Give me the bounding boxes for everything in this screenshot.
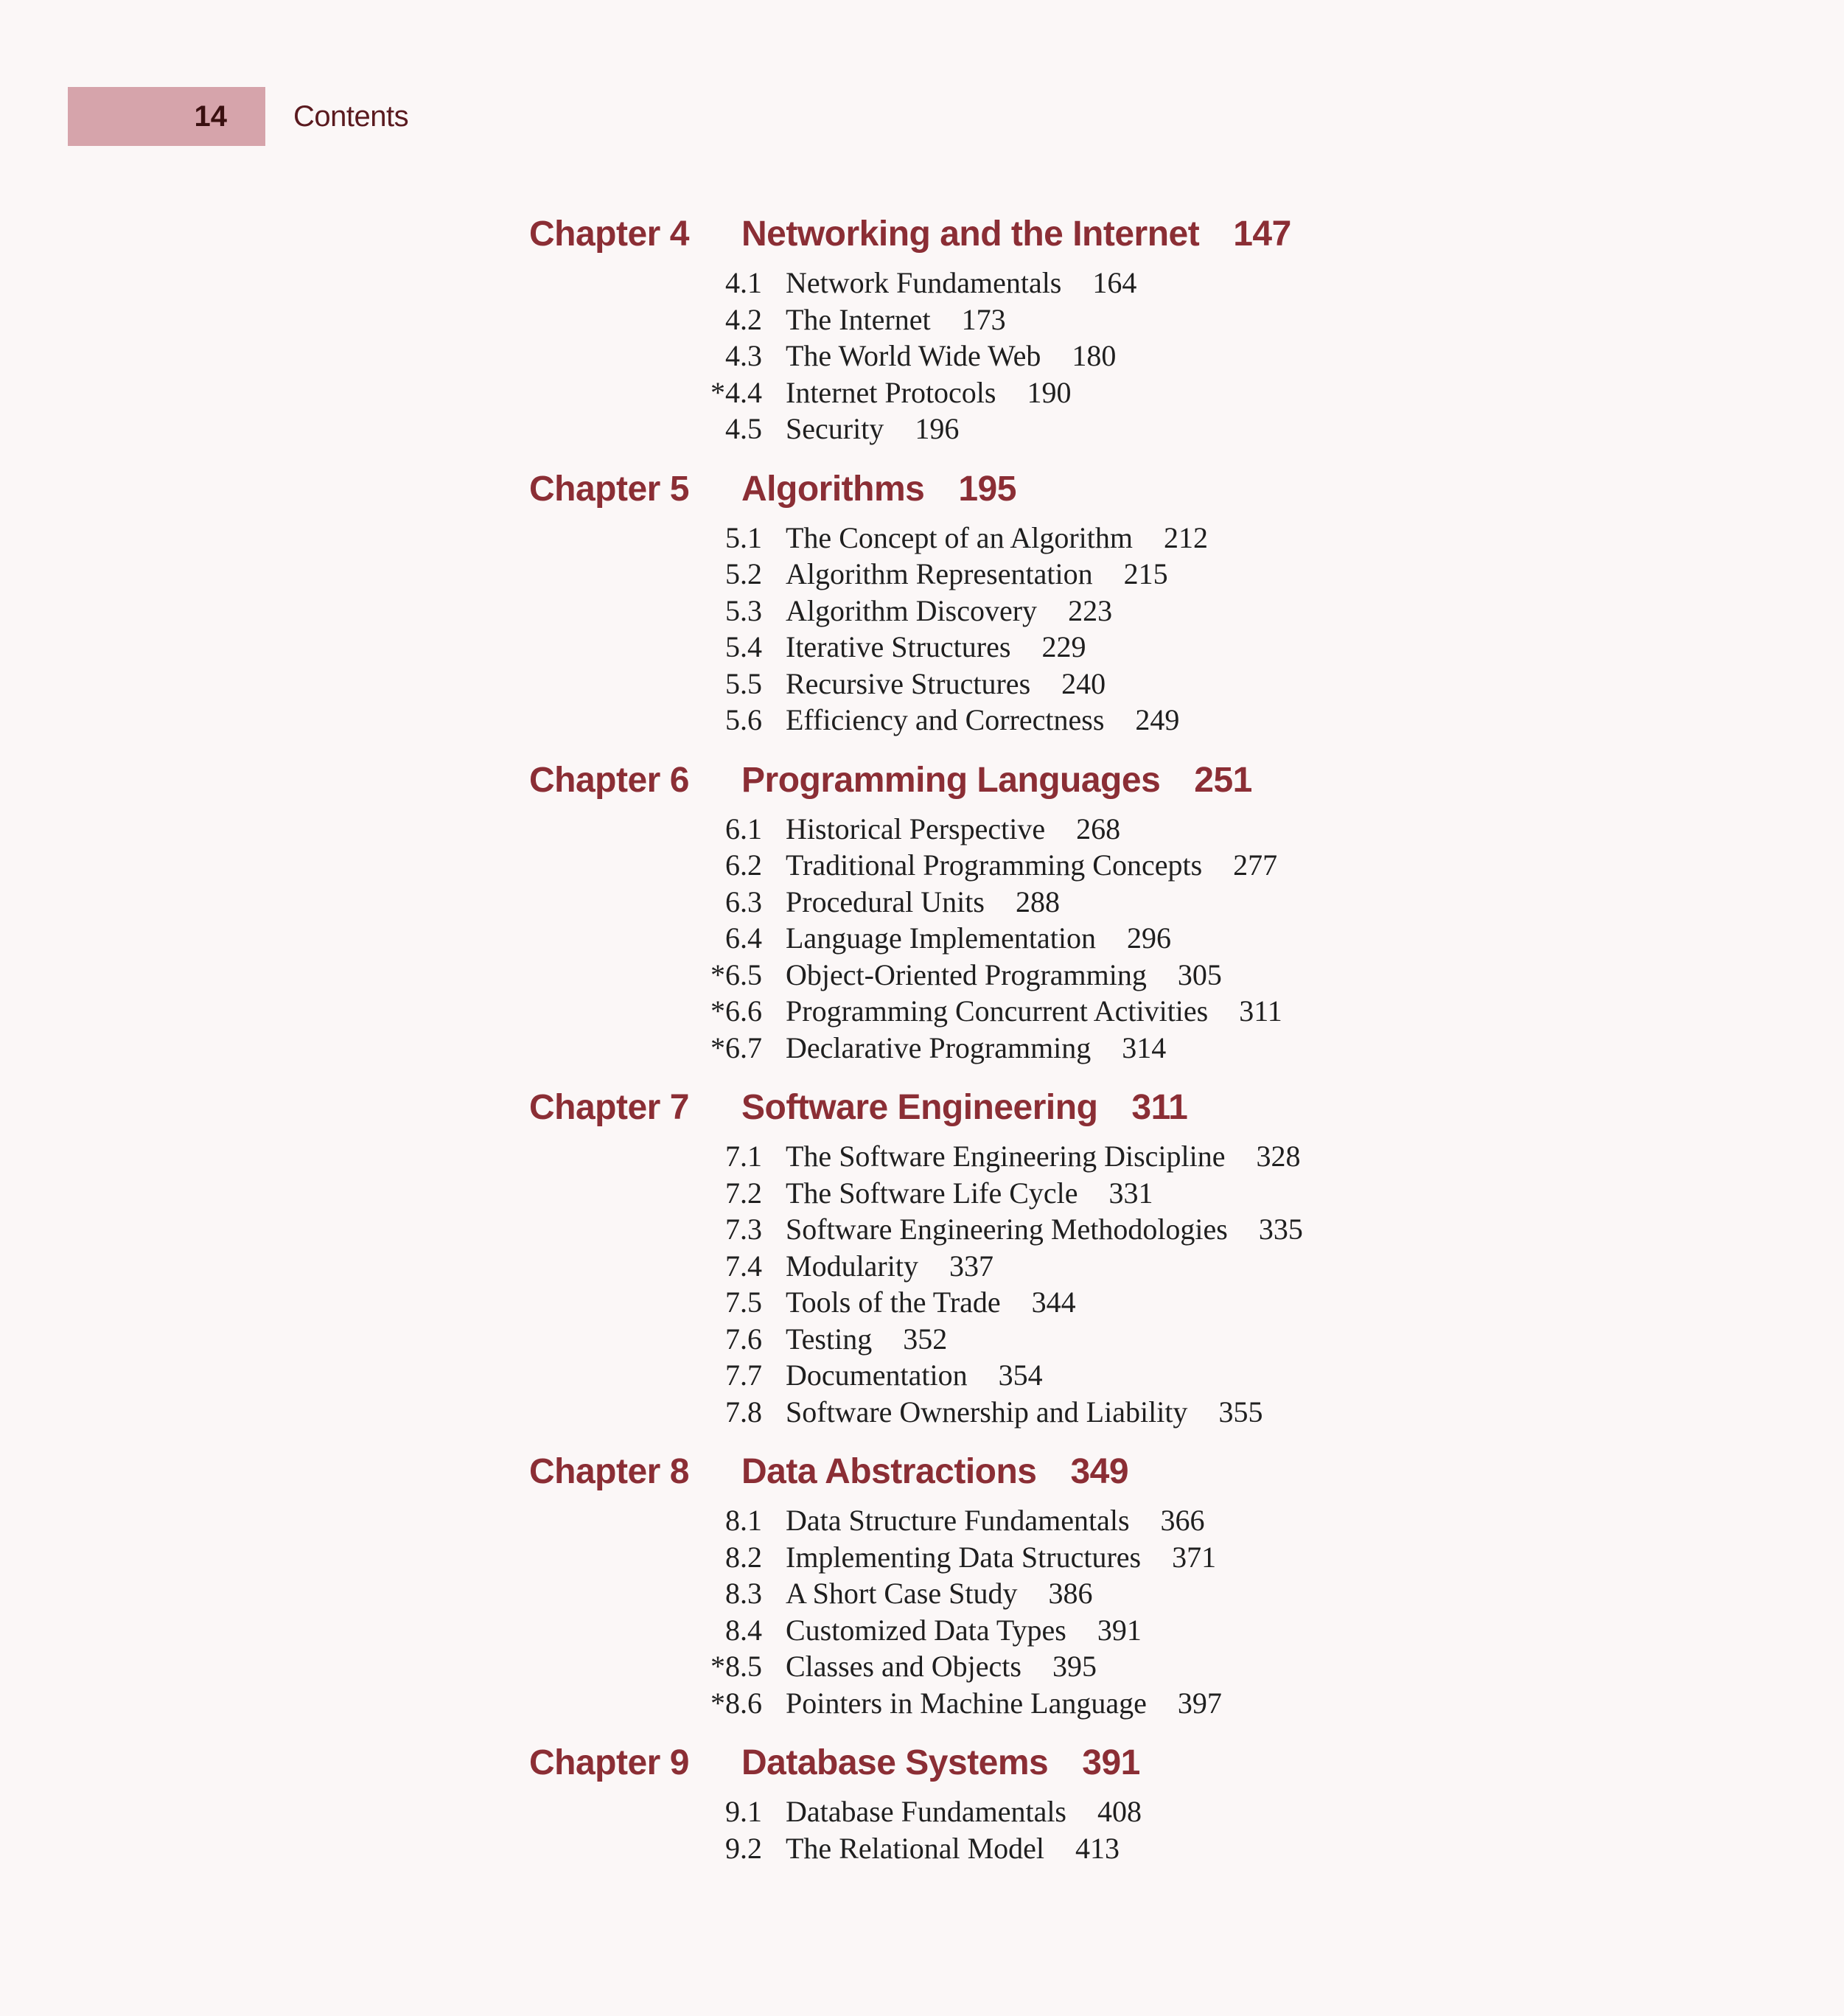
section-title: Declarative Programming xyxy=(786,1030,1092,1064)
section-title: Implementing Data Structures xyxy=(786,1540,1142,1574)
chapter-title: Data Abstractions xyxy=(741,1452,1037,1491)
section-number: 7.7 xyxy=(725,1358,762,1392)
section-entry xyxy=(529,921,1782,958)
section-number: 6.2 xyxy=(725,848,762,882)
section-entry xyxy=(529,629,1782,666)
chapter-label: Chapter 7 xyxy=(529,1088,689,1127)
chapter-title: Networking and the Internet xyxy=(741,214,1200,254)
section-page-number: 408 xyxy=(1097,1795,1142,1828)
chapter-entry xyxy=(529,214,1782,448)
section-page-number: 249 xyxy=(1135,703,1180,736)
section-title: The World Wide Web xyxy=(786,339,1041,372)
section-page-number: 190 xyxy=(1027,375,1072,409)
section-title: Data Structure Fundamentals xyxy=(786,1504,1130,1537)
section-list xyxy=(529,812,1782,1067)
chapter-title: Software Engineering xyxy=(741,1088,1098,1127)
section-entry xyxy=(529,812,1782,848)
section-entry xyxy=(529,1686,1782,1723)
section-title: The Internet xyxy=(786,302,931,336)
section-title: Security xyxy=(786,412,884,445)
section-number: 5.1 xyxy=(725,520,762,554)
section-list xyxy=(529,1139,1782,1431)
section-page-number: 395 xyxy=(1052,1650,1097,1683)
section-page-number: 355 xyxy=(1218,1395,1263,1429)
section-page-number: 164 xyxy=(1092,266,1137,299)
chapter-heading xyxy=(529,1743,1782,1794)
chapter-heading xyxy=(529,1087,1782,1139)
section-title: Modularity xyxy=(786,1249,918,1283)
section-page-number: 344 xyxy=(1031,1286,1076,1319)
section-entry xyxy=(529,1576,1782,1613)
chapter-label: Chapter 5 xyxy=(529,469,689,509)
chapter-page-number: 251 xyxy=(1194,760,1252,800)
section-entry xyxy=(529,1176,1782,1213)
section-entry xyxy=(529,1249,1782,1286)
section-title: Software Engineering Methodologies xyxy=(786,1213,1228,1246)
page-header xyxy=(68,87,408,146)
section-title: The Relational Model xyxy=(786,1831,1045,1865)
section-number: 7.5 xyxy=(725,1286,762,1319)
section-number: 6.4 xyxy=(725,921,762,955)
section-list xyxy=(529,265,1782,448)
section-title: Programming Concurrent Activities xyxy=(786,994,1209,1028)
section-entry xyxy=(529,1358,1782,1395)
section-list xyxy=(529,520,1782,739)
section-title: Efficiency and Correctness xyxy=(786,703,1105,736)
section-title: Object-Oriented Programming xyxy=(786,958,1147,991)
section-page-number: 268 xyxy=(1076,812,1121,845)
section-page-number: 173 xyxy=(961,302,1006,336)
section-page-number: 413 xyxy=(1075,1831,1120,1865)
section-page-number: 371 xyxy=(1172,1540,1217,1574)
section-number: 7.2 xyxy=(725,1176,762,1210)
section-list xyxy=(529,1503,1782,1722)
section-entry xyxy=(529,1540,1782,1577)
section-entry xyxy=(529,593,1782,630)
section-title: Documentation xyxy=(786,1358,968,1392)
section-number: *6.7 xyxy=(710,1030,762,1064)
chapter-label: Chapter 9 xyxy=(529,1743,689,1782)
section-number: 7.6 xyxy=(725,1322,762,1356)
section-number: 5.3 xyxy=(725,593,762,627)
section-entry xyxy=(529,1794,1782,1831)
section-page-number: 215 xyxy=(1123,557,1168,590)
section-number: 7.8 xyxy=(725,1395,762,1429)
section-number: *8.6 xyxy=(710,1686,762,1720)
section-page-number: 386 xyxy=(1048,1577,1093,1610)
section-number: *6.5 xyxy=(710,958,762,991)
section-entry xyxy=(529,666,1782,703)
section-title: Language Implementation xyxy=(786,921,1096,955)
section-title: The Software Life Cycle xyxy=(786,1176,1078,1210)
section-number: 7.3 xyxy=(725,1213,762,1246)
section-entry xyxy=(529,1831,1782,1868)
chapter-entry xyxy=(529,1087,1782,1431)
page-number: 14 xyxy=(68,87,265,146)
section-number: *4.4 xyxy=(710,375,762,409)
section-title: Software Ownership and Liability xyxy=(786,1395,1188,1429)
section-page-number: 296 xyxy=(1126,921,1171,955)
chapter-heading xyxy=(529,214,1782,265)
section-entry xyxy=(529,411,1782,448)
chapter-entry xyxy=(529,1451,1782,1722)
running-head: Contents xyxy=(293,100,409,133)
section-title: Classes and Objects xyxy=(786,1650,1021,1683)
chapter-title: Algorithms xyxy=(741,469,925,509)
chapter-title: Database Systems xyxy=(741,1743,1049,1782)
section-number: 8.3 xyxy=(725,1577,762,1610)
section-entry xyxy=(529,1285,1782,1322)
section-entry xyxy=(529,1030,1782,1067)
section-number: 4.3 xyxy=(725,339,762,372)
section-number: 5.6 xyxy=(725,703,762,736)
section-number: 4.1 xyxy=(725,266,762,299)
section-number: *6.6 xyxy=(710,994,762,1028)
section-entry xyxy=(529,338,1782,375)
section-number: 7.1 xyxy=(725,1140,762,1173)
chapter-page-number: 311 xyxy=(1131,1088,1188,1127)
section-entry xyxy=(529,1212,1782,1249)
chapter-page-number: 147 xyxy=(1233,214,1291,254)
chapter-page-number: 195 xyxy=(958,469,1016,509)
section-number: 6.1 xyxy=(725,812,762,845)
section-entry xyxy=(529,848,1782,885)
section-number: 5.2 xyxy=(725,557,762,590)
section-title: Testing xyxy=(786,1322,873,1356)
section-title: Recursive Structures xyxy=(786,666,1031,700)
chapter-heading xyxy=(529,760,1782,812)
section-number: 4.2 xyxy=(725,302,762,336)
section-number: 8.1 xyxy=(725,1504,762,1537)
chapter-label: Chapter 8 xyxy=(529,1452,689,1491)
section-page-number: 331 xyxy=(1108,1176,1153,1210)
chapter-entry xyxy=(529,760,1782,1067)
section-number: 8.4 xyxy=(725,1613,762,1647)
section-number: 9.1 xyxy=(725,1795,762,1828)
chapter-heading xyxy=(529,469,1782,520)
section-entry xyxy=(529,375,1782,412)
section-page-number: 305 xyxy=(1177,958,1222,991)
section-entry xyxy=(529,1322,1782,1358)
section-entry xyxy=(529,958,1782,994)
section-page-number: 277 xyxy=(1233,848,1278,882)
section-title: Procedural Units xyxy=(786,885,985,918)
section-title: Algorithm Representation xyxy=(786,557,1093,590)
section-list xyxy=(529,1794,1782,1867)
section-page-number: 196 xyxy=(915,412,960,445)
chapter-entry xyxy=(529,1743,1782,1867)
chapter-page-number: 391 xyxy=(1082,1743,1140,1782)
section-title: A Short Case Study xyxy=(786,1577,1018,1610)
section-number: 8.2 xyxy=(725,1540,762,1574)
section-page-number: 335 xyxy=(1258,1213,1303,1246)
section-page-number: 288 xyxy=(1015,885,1060,918)
section-page-number: 337 xyxy=(949,1249,993,1283)
section-number: 4.5 xyxy=(725,412,762,445)
section-page-number: 328 xyxy=(1256,1140,1301,1173)
section-title: Pointers in Machine Language xyxy=(786,1686,1147,1720)
section-page-number: 311 xyxy=(1239,994,1282,1028)
section-page-number: 366 xyxy=(1160,1504,1205,1537)
section-entry xyxy=(529,1649,1782,1686)
section-title: Tools of the Trade xyxy=(786,1286,1001,1319)
section-title: Customized Data Types xyxy=(786,1613,1066,1647)
section-page-number: 352 xyxy=(903,1322,948,1356)
chapter-page-number: 349 xyxy=(1070,1452,1129,1491)
section-entry xyxy=(529,1395,1782,1431)
section-entry xyxy=(529,1613,1782,1650)
section-page-number: 212 xyxy=(1164,520,1209,554)
section-number: *8.5 xyxy=(710,1650,762,1683)
section-title: Network Fundamentals xyxy=(786,266,1062,299)
section-page-number: 314 xyxy=(1122,1030,1167,1064)
section-page-number: 223 xyxy=(1068,593,1113,627)
section-number: 5.5 xyxy=(725,666,762,700)
section-page-number: 391 xyxy=(1097,1613,1142,1647)
section-title: Traditional Programming Concepts xyxy=(786,848,1203,882)
section-title: Internet Protocols xyxy=(786,375,996,409)
section-title: Algorithm Discovery xyxy=(786,593,1038,627)
section-page-number: 354 xyxy=(998,1358,1043,1392)
section-entry xyxy=(529,265,1782,302)
section-number: 5.4 xyxy=(725,630,762,663)
table-of-contents xyxy=(529,214,1782,1888)
section-entry xyxy=(529,520,1782,557)
chapter-label: Chapter 6 xyxy=(529,760,689,800)
section-title: The Concept of an Algorithm xyxy=(786,520,1134,554)
chapter-heading xyxy=(529,1451,1782,1503)
section-page-number: 240 xyxy=(1061,666,1106,700)
section-title: Iterative Structures xyxy=(786,630,1011,663)
section-page-number: 180 xyxy=(1072,339,1117,372)
section-entry xyxy=(529,1503,1782,1540)
section-number: 9.2 xyxy=(725,1831,762,1865)
section-title: Database Fundamentals xyxy=(786,1795,1066,1828)
chapter-title: Programming Languages xyxy=(741,760,1161,800)
section-title: Historical Perspective xyxy=(786,812,1046,845)
section-number: 6.3 xyxy=(725,885,762,918)
chapter-label: Chapter 4 xyxy=(529,214,689,254)
section-entry xyxy=(529,885,1782,921)
section-title: The Software Engineering Discipline xyxy=(786,1140,1226,1173)
section-page-number: 229 xyxy=(1041,630,1086,663)
section-entry xyxy=(529,702,1782,739)
section-entry xyxy=(529,302,1782,339)
section-entry xyxy=(529,557,1782,593)
chapter-entry xyxy=(529,469,1782,739)
section-number: 7.4 xyxy=(725,1249,762,1283)
section-entry xyxy=(529,1139,1782,1176)
section-entry xyxy=(529,994,1782,1030)
section-page-number: 397 xyxy=(1177,1686,1222,1720)
